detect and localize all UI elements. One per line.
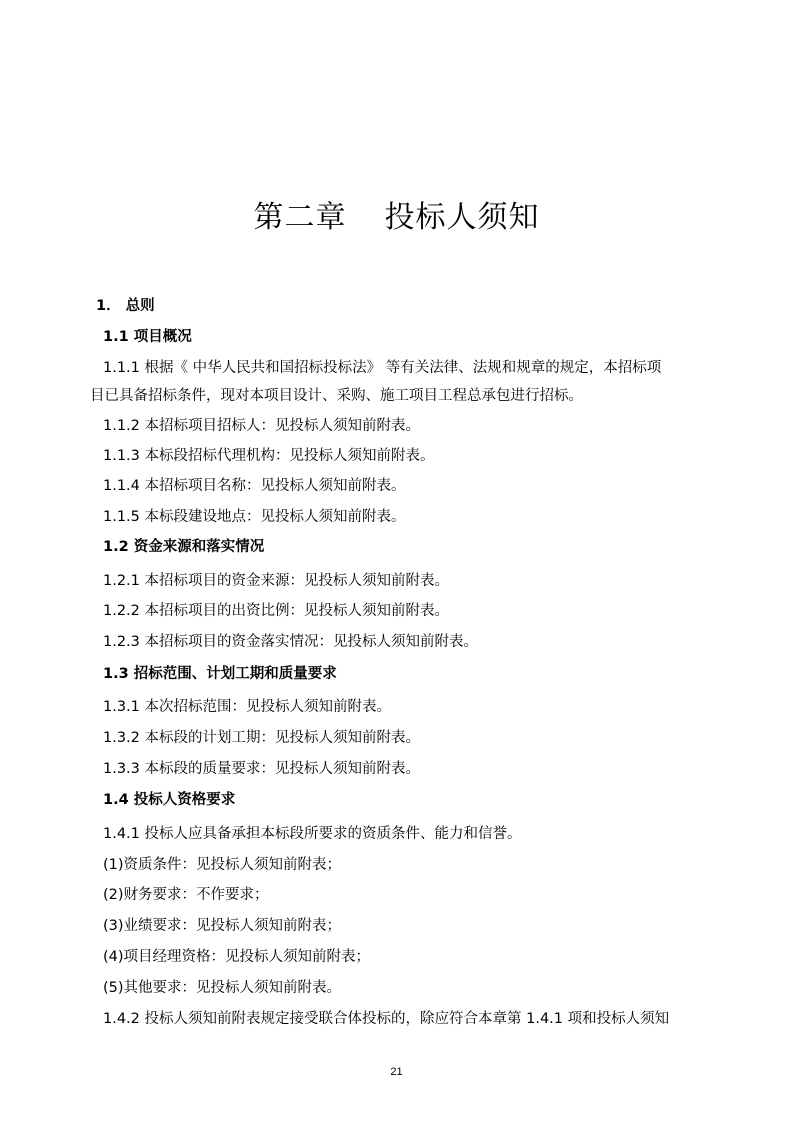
paragraph-line: 1.3.1 本次招标范围：见投标人须知前附表。 (103, 699, 392, 715)
chapter-title (0, 192, 793, 236)
paragraph-line: 1.1.4 本招标项目名称：见投标人须知前附表。 (103, 478, 406, 494)
paragraph-line: 1.3.3 本标段的质量要求：见投标人须知前附表。 (103, 761, 421, 777)
paragraph-line: 1.4.2 投标人须知前附表规定接受联合体投标的，除应符合本章第 1.4.1 项和投标人须知 (103, 1011, 670, 1027)
paragraph-line: 1.2.2 本招标项目的出资比例：见投标人须知前附表。 (103, 603, 450, 619)
section-heading: 1.3 招标范围、计划工期和质量要求 (103, 666, 337, 682)
paragraph-line: 1.1.2 本招标项目招标人：见投标人须知前附表。 (103, 418, 421, 434)
page-number: 21 (390, 1066, 403, 1078)
paragraph-line: 1.1.1 根据《 中华人民共和国招标投标法》 等有关法律、法规和规章的规定，本招标项 (103, 360, 662, 376)
paragraph-line: 1.1.5 本标段建设地点：见投标人须知前附表。 (103, 509, 406, 525)
paragraph-line: 1.2.3 本招标项目的资金落实情况：见投标人须知前附表。 (103, 634, 479, 650)
paragraph-line: 1.2.1 本招标项目的资金来源：见投标人须知前附表。 (103, 573, 450, 589)
section-heading: 1.2 资金来源和落实情况 (103, 539, 265, 555)
paragraph-line: (2)财务要求：不作要求； (103, 887, 269, 903)
paragraph-line: 1.1.3 本标段招标代理机构：见投标人须知前附表。 (103, 448, 435, 464)
section-heading: 1.1 项目概况 (103, 329, 192, 345)
paragraph-line: (4)项目经理资格：见投标人须知前附表； (103, 949, 371, 965)
section-heading: 1.4 投标人资格要求 (103, 792, 236, 808)
section-heading: 1． 总则 (96, 298, 155, 314)
paragraph-line: 1.4.1 投标人应具备承担本标段所要求的资质条件、能力和信誉。 (103, 826, 522, 842)
paragraph-line: (5)其他要求：见投标人须知前附表。 (103, 980, 342, 996)
chapter-name: 投标人须知 (384, 200, 540, 235)
paragraph-line: (1)资质条件：见投标人须知前附表； (103, 857, 342, 873)
paragraph-line: 目已具备招标条件，现对本项目设计、采购、施工项目工程总承包进行招标。 (90, 388, 583, 404)
chapter-number: 第二章 (253, 200, 347, 235)
paragraph-line: (3)业绩要求：见投标人须知前附表； (103, 918, 342, 934)
paragraph-line: 1.3.2 本标段的计划工期：见投标人须知前附表。 (103, 730, 421, 746)
